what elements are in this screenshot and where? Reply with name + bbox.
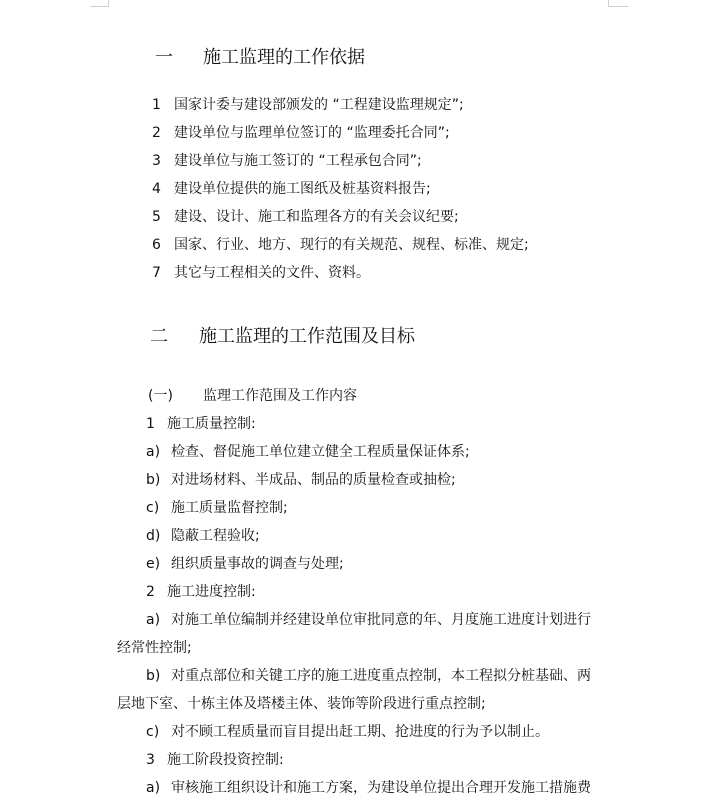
investment-heading (146, 750, 284, 770)
section2-heading (150, 322, 415, 348)
list-item-number: c) (146, 500, 160, 516)
subsection-heading (148, 386, 357, 406)
list-item-text: 隐蔽工程验收; (171, 528, 260, 544)
investment-number: 3 (146, 752, 155, 768)
list-item-text: 建设、设计、施工和监理各方的有关会议纪要; (174, 209, 459, 225)
list-item-number: b) (146, 472, 161, 488)
progress-heading (146, 582, 256, 602)
list-item-number: a) (146, 612, 161, 628)
list-item-number: 4 (152, 181, 161, 197)
list-item-number: a) (146, 780, 161, 796)
list-item-text: 施工质量监督控制; (171, 500, 288, 516)
list-item-text: 建设单位与施工签订的 “工程承包合同”; (174, 153, 422, 169)
list-item-text: 组织质量事故的调查与处理; (171, 556, 344, 572)
section2-number: 二 (150, 326, 168, 347)
paragraph-line (146, 666, 591, 686)
list-item-text: 国家、行业、地方、现行的有关规范、规程、标准、规定; (174, 237, 529, 253)
list-item-text: 建设单位与监理单位签订的 “监理委托合同”; (174, 125, 450, 141)
paragraph-text: 对施工单位编制并经建设单位审批同意的年、月度施工进度计划进行 (171, 612, 591, 628)
list-item-number: 2 (152, 125, 161, 141)
list-item-text: 检查、督促施工单位建立健全工程质量保证体系; (171, 444, 470, 460)
quality-title: 施工质量控制: (167, 416, 256, 432)
subsection-number: (一) (148, 388, 173, 404)
paragraph-text: 对重点部位和关键工序的施工进度重点控制，本工程拟分桩基础、两 (171, 668, 591, 684)
quality-heading (146, 414, 256, 434)
list-item-number: 5 (152, 209, 161, 225)
investment-title: 施工阶段投资控制: (167, 752, 284, 768)
paragraph-line (146, 778, 591, 798)
crop-mark-top-left-h (90, 6, 109, 7)
quality-number: 1 (146, 416, 155, 432)
section1-heading (155, 43, 365, 69)
list-item (152, 95, 464, 115)
list-item-number: 7 (152, 265, 161, 281)
list-item (146, 442, 470, 462)
paragraph-line (146, 610, 591, 630)
paragraph-line (117, 694, 486, 714)
list-item-number: 3 (152, 153, 161, 169)
paragraph-line (146, 722, 549, 742)
list-item (152, 235, 529, 255)
section1-number: 一 (155, 47, 173, 68)
list-item (146, 470, 456, 490)
list-item-text: 对进场材料、半成品、制品的质量检查或抽检; (171, 472, 456, 488)
list-item (152, 123, 450, 143)
list-item-text: 其它与工程相关的文件、资料。 (174, 265, 370, 281)
section1-title: 施工监理的工作依据 (203, 47, 365, 68)
section2-title: 施工监理的工作范围及目标 (199, 326, 415, 347)
paragraph-text: 对不顾工程质量而盲目提出赶工期、抢进度的行为予以制止。 (171, 724, 549, 740)
list-item (152, 263, 370, 283)
list-item (152, 207, 459, 227)
list-item (146, 554, 344, 574)
progress-title: 施工进度控制: (167, 584, 256, 600)
paragraph-text: 经常性控制; (117, 640, 192, 656)
paragraph-text: 层地下室、十栋主体及塔楼主体、装饰等阶段进行重点控制; (117, 696, 486, 712)
crop-mark-top-right-h (608, 6, 628, 7)
list-item (152, 179, 431, 199)
list-item-text: 国家计委与建设部颁发的 “工程建设监理规定”; (174, 97, 464, 113)
list-item-number: 6 (152, 237, 161, 253)
paragraph-line (117, 638, 192, 658)
list-item (146, 526, 260, 546)
paragraph-text: 审核施工组织设计和施工方案，为建设单位提出合理开发施工措施费 (171, 780, 591, 796)
list-item-number: 1 (152, 97, 161, 113)
list-item-number: b) (146, 668, 161, 684)
list-item-number: a) (146, 444, 161, 460)
list-item-number: e) (146, 556, 161, 572)
list-item (146, 498, 288, 518)
list-item-number: d) (146, 528, 161, 544)
list-item (152, 151, 422, 171)
progress-number: 2 (146, 584, 155, 600)
list-item-text: 建设单位提供的施工图纸及桩基资料报告; (174, 181, 431, 197)
list-item-number: c) (146, 724, 160, 740)
subsection-title: 监理工作范围及工作内容 (203, 388, 357, 404)
